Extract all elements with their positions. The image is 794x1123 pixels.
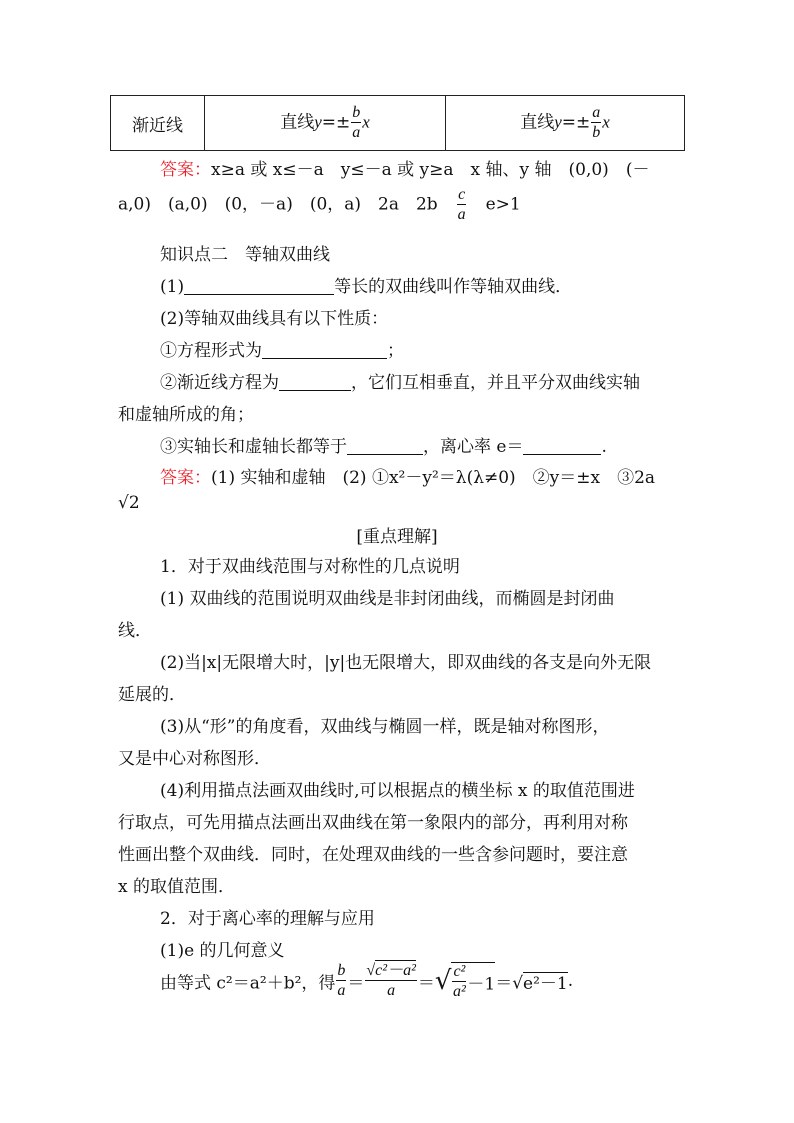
heading-2: 2．对于离心率的理解与应用	[160, 909, 375, 929]
radicand-fraction	[451, 962, 495, 1000]
fill-blank	[279, 372, 351, 391]
row-label-cell	[111, 96, 205, 151]
para-1b: 线．	[118, 621, 152, 641]
sub-heading-1: (1)e 的几何意义	[160, 941, 285, 961]
sqrt-final: √e²－1	[512, 973, 568, 994]
hyperbola-y-asymptote-cell	[446, 96, 685, 151]
period: .	[567, 971, 574, 991]
answer-text: (1) 实轴和虚轴 (2) ①x²－y²＝λ(λ≠0) ②y＝±x ③2a	[211, 468, 656, 488]
answer-text: x≥a 或 x≤－a y≤－a 或 y≥a x 轴、y 轴 (0,0) (－	[211, 160, 650, 180]
para-4c: 性画出整个双曲线．同时，在处理双曲线的一些含参问题时，要注意	[118, 845, 628, 865]
fraction-root-over-a	[365, 963, 416, 999]
fraction-c2-over-a2	[452, 964, 466, 1000]
frac-den: a	[337, 982, 346, 999]
section-title: 知识点二 等轴双曲线	[160, 245, 330, 265]
radicand: c²－a²	[375, 962, 416, 979]
item-text: ，它们互相垂直，并且平分双曲线实轴	[351, 373, 640, 393]
fraction-b-over-a	[351, 105, 361, 141]
var-y: y	[554, 112, 562, 132]
equals-pm: =±	[561, 112, 591, 133]
equals-pm: =±	[321, 112, 351, 133]
equation-text: 由等式 c²＝a²＋b²，得	[160, 973, 336, 994]
answer-1-line-1	[160, 155, 794, 180]
fill-blank	[347, 436, 423, 455]
item-text: ①方程形式为	[160, 341, 262, 361]
para-3b: 又是中心对称图形．	[118, 749, 271, 769]
sub-item-1	[160, 336, 794, 361]
frac-den: a	[457, 206, 466, 223]
cell-text: 直线	[280, 112, 315, 133]
cell-text: 直线	[520, 112, 555, 133]
fraction-c-over-a	[457, 187, 466, 223]
equals-sign: ＝	[347, 973, 365, 994]
frac-num: b	[352, 104, 361, 121]
frac-num: c	[458, 186, 466, 203]
fill-blank	[262, 340, 387, 359]
item-2: (2)等轴双曲线具有以下性质：	[160, 309, 389, 329]
item-text: .	[601, 437, 607, 457]
item-text: ③实轴长和虚轴长都等于	[160, 437, 347, 457]
item-text: ，离心率 e＝	[423, 437, 524, 457]
frac-den: b	[592, 124, 601, 141]
asymptote-table	[110, 95, 685, 151]
answer-2-line-1	[160, 463, 794, 488]
sub-item-2	[160, 368, 794, 393]
fill-blank	[523, 436, 601, 455]
frac-num: c²	[453, 963, 466, 980]
answer-text: e>1	[485, 194, 521, 215]
para-2b: 延展的．	[118, 685, 186, 705]
row-label: 渐近线	[132, 115, 183, 136]
radical-sign: √	[434, 966, 452, 996]
para-4d: x 的取值范围．	[118, 877, 235, 897]
frac-den: a²	[453, 983, 466, 1000]
para-3a: (3)从“形”的角度看，双曲线与椭圆一样，既是轴对称图形，	[160, 717, 610, 737]
answer-label: 答案：	[160, 468, 211, 488]
eccentricity-equation	[160, 962, 794, 1012]
fill-blank	[184, 276, 334, 295]
frac-num: √c²－a²	[366, 962, 416, 979]
item-text: ②渐近线方程为	[160, 373, 279, 393]
answer-2-line-2: √2	[118, 493, 140, 513]
var-x: x	[362, 112, 370, 132]
frac-num: a	[592, 104, 601, 121]
para-2a: (2)当|x|无限增大时，|y|也无限增大，即双曲线的各支是向外无限	[160, 653, 652, 673]
radicand: e²－1	[523, 973, 568, 994]
para-1a: (1) 双曲线的范围说明双曲线是非封闭曲线，而椭圆是封闭曲	[160, 589, 615, 609]
key-understanding-title: [重点理解]	[356, 527, 438, 547]
answer-text: a,0) (a,0) (0，－a) (0，a) 2a 2b	[118, 194, 438, 215]
var-y: y	[314, 112, 322, 132]
var-x: x	[602, 112, 610, 132]
answer-1-line-2	[118, 187, 794, 223]
frac-den: a	[352, 124, 361, 141]
table-row	[111, 96, 685, 151]
item-number: (1)	[160, 277, 185, 297]
sub-item-2-cont: 和虚轴所成的角；	[118, 405, 254, 425]
fraction-b-over-a	[336, 963, 346, 999]
item-text: 等长的双曲线叫作等轴双曲线．	[334, 277, 573, 297]
frac-num: b	[337, 962, 346, 979]
heading-1: 1．对于双曲线范围与对称性的几点说明	[160, 557, 460, 577]
item-1	[160, 272, 794, 297]
minus-one: －1	[467, 974, 496, 995]
hyperbola-x-asymptote-cell	[205, 96, 446, 151]
frac-den: a	[387, 982, 396, 999]
item-text: ；	[387, 341, 404, 361]
para-4b: 行取点，可先用描点法画出双曲线在第一象限内的部分，再利用对称	[118, 813, 628, 833]
sub-item-3	[160, 432, 794, 457]
answer-label: 答案：	[160, 160, 211, 180]
para-4a: (4)利用描点法画双曲线时,可以根据点的横坐标 x 的取值范围进	[160, 781, 635, 801]
fraction-a-over-b	[591, 105, 601, 141]
equals-sign: ＝	[495, 973, 513, 994]
equals-sign: ＝	[417, 973, 435, 994]
